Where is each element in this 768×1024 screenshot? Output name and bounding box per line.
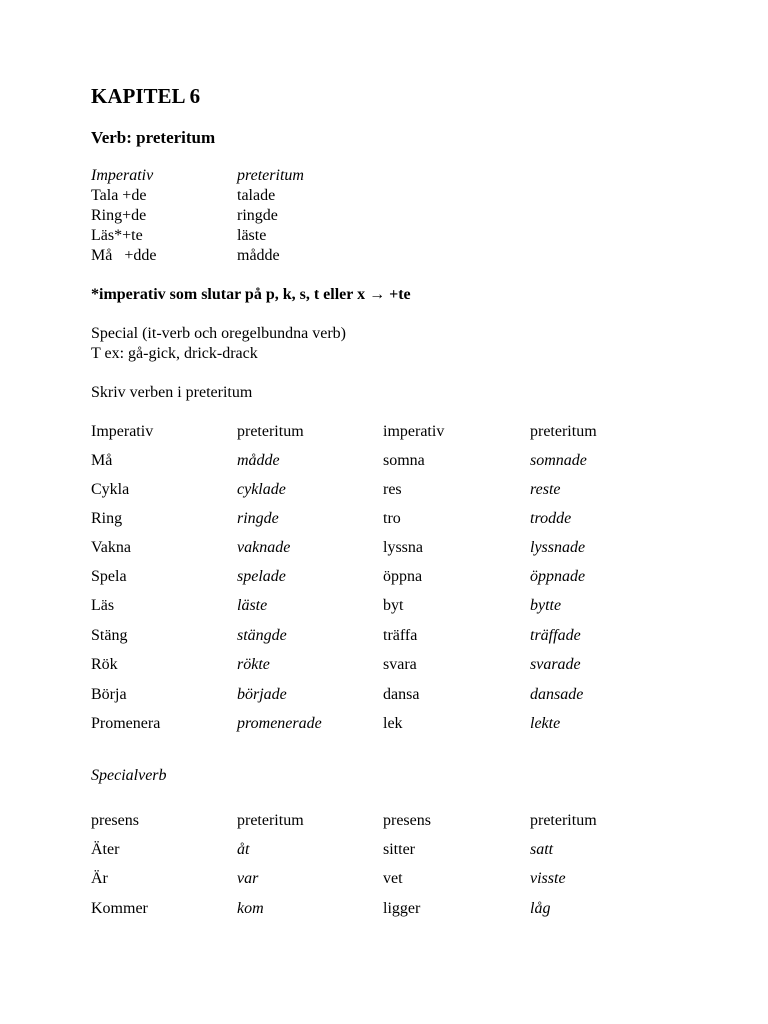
table-cell: Läs [91,597,115,614]
table-row [91,510,731,532]
table-cell: somna [383,452,425,469]
table-row [91,841,731,863]
table-row [91,656,731,678]
table-cell-answer: cyklade [237,481,286,498]
table-cell-answer: var [237,870,259,887]
table-cell-answer: visste [530,870,566,887]
header-cell: Imperativ [91,423,154,440]
table-cell: öppna [383,568,423,585]
table-cell: Kommer [91,900,148,917]
table-cell-answer: spelade [237,568,286,585]
document-page [91,0,731,1024]
exercise-instruction: Skriv verben i preteritum [91,384,253,401]
header-cell: preteritum [530,812,597,829]
table-cell: Rök [91,656,118,673]
table-row [91,686,731,708]
table-cell: Äter [91,841,120,858]
page-title: KAPITEL 6 [91,84,201,108]
table-cell-answer: lekte [530,715,561,732]
intro-cell: mådde [237,247,280,264]
table-cell-answer: träffade [530,627,581,644]
table-header-row [91,812,731,834]
table-cell-answer: läste [237,597,268,614]
table-cell: träffa [383,627,418,644]
header-cell: presens [383,812,431,829]
table-cell: lyssna [383,539,423,556]
intro-cell: talade [237,187,276,204]
table-cell-answer: öppnade [530,568,586,585]
table-cell: Stäng [91,627,128,644]
table-cell-answer: vaknade [237,539,291,556]
table-cell: Är [91,870,108,887]
special-verbs-heading: Specialverb [91,767,167,784]
table-cell-answer: låg [530,900,551,917]
table-row [91,900,731,922]
table-cell-answer: reste [530,481,561,498]
table-cell: Ring [91,510,123,527]
intro-cell: Läs*+te [91,227,143,244]
table-cell-answer: stängde [237,627,287,644]
table-row [91,715,731,737]
table-cell: tro [383,510,401,527]
table-cell-answer: rökte [237,656,270,673]
rule-note: *imperativ som slutar på p, k, s, t eller x → +te [91,286,411,303]
intro-cell: Tala +de [91,187,147,204]
table-row [91,481,731,503]
table-cell-answer: dansade [530,686,584,703]
header-cell: presens [91,812,139,829]
table-cell: vet [383,870,403,887]
table-cell-answer: åt [237,841,250,858]
table-cell-answer: mådde [237,452,280,469]
table-cell-answer: trodde [530,510,572,527]
intro-cell: Ring+de [91,207,147,224]
table-cell-answer: satt [530,841,554,858]
table-cell: Promenera [91,715,161,732]
table-cell: res [383,481,402,498]
special-intro-line1: Special (it-verb och oregelbundna verb) [91,325,347,342]
table-cell: Må [91,452,113,469]
table-row [91,568,731,590]
header-cell: preteritum [237,423,304,440]
header-cell: preteritum [530,423,597,440]
special-intro-line2: T ex: gå-gick, drick-drack [91,345,258,362]
intro-cell: ringde [237,207,278,224]
table-cell: lek [383,715,403,732]
table-cell: byt [383,597,404,614]
table-cell: sitter [383,841,415,858]
table-cell-answer: kom [237,900,264,917]
table-cell: dansa [383,686,420,703]
table-cell-answer: ringde [237,510,279,527]
table-cell-answer: promenerade [237,715,322,732]
table-row [91,597,731,619]
table-cell-answer: bytte [530,597,562,614]
table-row [91,870,731,892]
table-cell: Vakna [91,539,131,556]
table-cell: Spela [91,568,127,585]
header-cell: imperativ [383,423,445,440]
table-cell: ligger [383,900,421,917]
table-cell: svara [383,656,417,673]
intro-cell: läste [237,227,267,244]
table-cell-answer: lyssnade [530,539,586,556]
intro-header-preteritum: preteritum [237,167,304,184]
table-cell-answer: somnade [530,452,587,469]
header-cell: preteritum [237,812,304,829]
table-cell: Börja [91,686,127,703]
table-cell-answer: svarade [530,656,581,673]
table-cell: Cykla [91,481,130,498]
table-row [91,627,731,649]
table-header-row [91,423,731,445]
section-subtitle: Verb: preteritum [91,128,216,147]
table-row [91,452,731,474]
table-cell-answer: började [237,686,287,703]
intro-cell: Må +dde [91,247,157,264]
intro-header-imperativ: Imperativ [91,167,154,184]
table-row [91,539,731,561]
